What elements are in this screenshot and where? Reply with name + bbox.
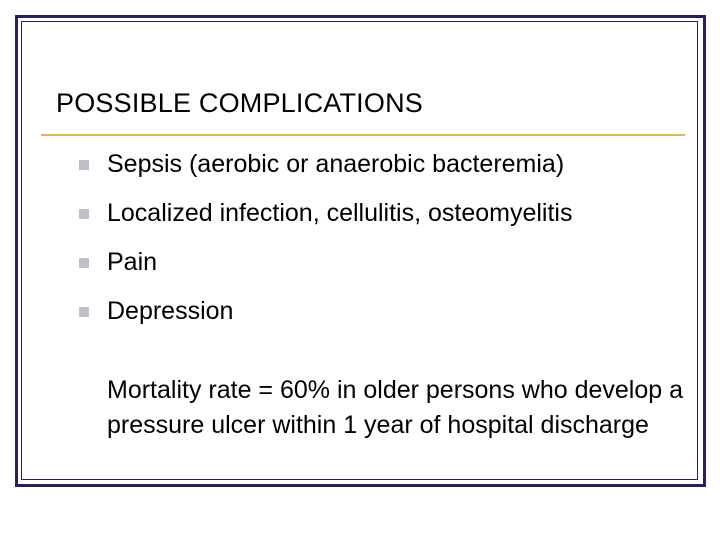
title-underline — [41, 134, 685, 136]
bullet-marker — [79, 209, 89, 219]
slide-title: POSSIBLE COMPLICATIONS — [56, 88, 423, 118]
bullet-item-depression: Depression — [107, 297, 234, 325]
bullet-marker — [79, 307, 89, 317]
mortality-note: Mortality rate = 60% in older persons who develop a pressure ulcer within 1 year of hospital discharge — [107, 376, 684, 439]
bullet-marker — [79, 258, 89, 268]
bullet-item-sepsis: Sepsis (aerobic or anaerobic bacteremia) — [107, 150, 565, 178]
bullet-item-localized-infection: Localized infection, cellulitis, osteomyelitis — [107, 199, 573, 227]
bullet-item-pain: Pain — [107, 248, 158, 276]
bullet-marker — [79, 160, 89, 170]
